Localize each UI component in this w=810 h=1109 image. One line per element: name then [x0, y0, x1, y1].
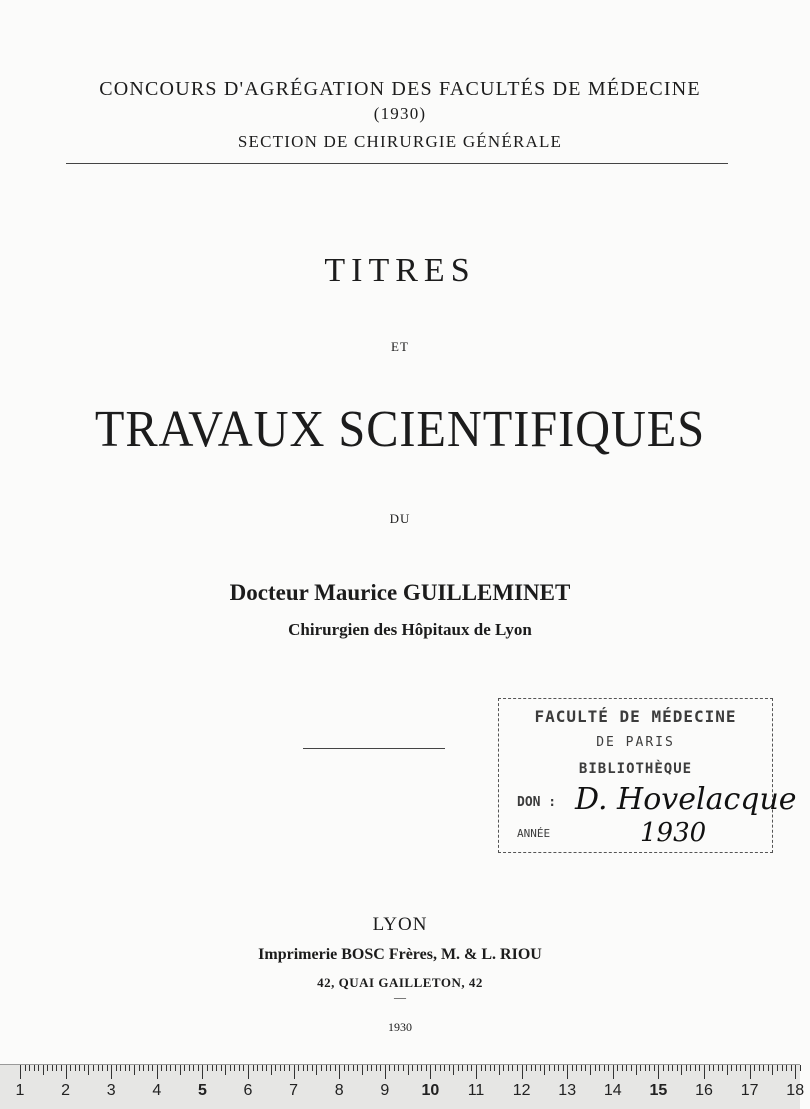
- ruler-tick: [695, 1065, 696, 1071]
- ruler-tick: [608, 1065, 609, 1071]
- ruler-tick: [718, 1065, 719, 1071]
- author-name: Docteur Maurice GUILLEMINET: [229, 580, 571, 605]
- ruler-tick: [421, 1065, 422, 1071]
- ruler-tick: [727, 1065, 728, 1075]
- ruler-tick: [654, 1065, 655, 1071]
- ruler-number: 16: [695, 1082, 713, 1099]
- ruler-tick: [631, 1065, 632, 1071]
- ruler-tick: [690, 1065, 691, 1071]
- ruler-tick: [207, 1065, 208, 1071]
- ruler-tick: [795, 1065, 796, 1079]
- ruler-tick: [549, 1065, 550, 1071]
- ruler-tick: [198, 1065, 199, 1071]
- ruler-tick: [403, 1065, 404, 1071]
- ruler-tick: [298, 1065, 299, 1071]
- ruler-number: 11: [467, 1082, 485, 1099]
- ruler-tick: [221, 1065, 222, 1071]
- ruler-tick: [116, 1065, 117, 1071]
- ruler-tick: [321, 1065, 322, 1071]
- stamp-line-faculty: FACULTÉ DE MÉDECINE: [534, 707, 737, 726]
- ruler-tick: [326, 1065, 327, 1071]
- ruler-tick: [462, 1065, 463, 1071]
- ruler-tick: [672, 1065, 673, 1071]
- ruler-tick: [120, 1065, 121, 1071]
- ruler-number: 9: [380, 1082, 390, 1099]
- ruler-tick: [681, 1065, 682, 1075]
- ruler-number: 7: [289, 1082, 299, 1099]
- ruler-tick: [29, 1065, 30, 1071]
- header-competition: CONCOURS D'AGRÉGATION DES FACULTÉS DE MÉDECINE: [99, 78, 701, 100]
- ruler-tick: [157, 1065, 158, 1079]
- ruler-tick: [599, 1065, 600, 1071]
- ruler-tick: [522, 1065, 523, 1079]
- ruler-tick: [722, 1065, 723, 1071]
- ruler-tick: [745, 1065, 746, 1071]
- ruler-tick: [307, 1065, 308, 1071]
- title-et: ET: [391, 339, 409, 354]
- ruler-tick: [376, 1065, 377, 1071]
- ruler-tick: [216, 1065, 217, 1071]
- ruler-tick: [759, 1065, 760, 1071]
- ruler-tick: [170, 1065, 171, 1071]
- ruler-tick: [56, 1065, 57, 1071]
- ruler-tick: [70, 1065, 71, 1071]
- ruler-tick: [93, 1065, 94, 1071]
- ruler-tick: [563, 1065, 564, 1071]
- ruler-tick: [348, 1065, 349, 1071]
- ruler-tick: [408, 1065, 409, 1075]
- ruler-tick: [175, 1065, 176, 1071]
- ruler-tick: [750, 1065, 751, 1079]
- ruler-tick: [111, 1065, 112, 1079]
- ruler-tick: [426, 1065, 427, 1071]
- ruler-number: 2: [61, 1082, 71, 1099]
- author-position: Chirurgien des Hôpitaux de Lyon: [288, 620, 532, 639]
- ruler-tick: [75, 1065, 76, 1071]
- ruler-tick: [38, 1065, 39, 1071]
- ruler-tick: [440, 1065, 441, 1071]
- ruler-tick: [43, 1065, 44, 1075]
- ruler-tick: [125, 1065, 126, 1071]
- ruler-tick: [622, 1065, 623, 1071]
- ruler-tick: [189, 1065, 190, 1071]
- ruler-tick: [417, 1065, 418, 1071]
- ruler-tick: [243, 1065, 244, 1071]
- library-stamp: [498, 698, 773, 853]
- ruler-tick: [467, 1065, 468, 1071]
- ruler-tick: [713, 1065, 714, 1071]
- ruler-tick: [303, 1065, 304, 1071]
- ruler-tick: [61, 1065, 62, 1071]
- ruler-tick: [508, 1065, 509, 1071]
- stamp-year-handwriting: 1930: [640, 818, 707, 848]
- ruler-tick: [294, 1065, 295, 1079]
- ruler-tick: [129, 1065, 130, 1071]
- ruler-tick: [535, 1065, 536, 1071]
- ruler-tick: [444, 1065, 445, 1071]
- header-section: SECTION DE CHIRURGIE GÉNÉRALE: [237, 132, 563, 151]
- ruler-tick: [248, 1065, 249, 1079]
- ruler-tick: [193, 1065, 194, 1071]
- ruler-tick: [88, 1065, 89, 1075]
- ruler-tick: [225, 1065, 226, 1075]
- ruler-tick: [357, 1065, 358, 1071]
- ruler-number: 15: [649, 1082, 668, 1099]
- ruler-tick: [640, 1065, 641, 1071]
- ruler-tick: [367, 1065, 368, 1071]
- ruler-tick: [102, 1065, 103, 1071]
- ruler-tick: [20, 1065, 21, 1079]
- ruler-tick: [517, 1065, 518, 1071]
- imprint-address: 42, QUAI GAILLETON, 42: [317, 975, 483, 990]
- ruler-tick: [394, 1065, 395, 1071]
- ruler-tick: [531, 1065, 532, 1071]
- ruler-tick: [98, 1065, 99, 1071]
- ruler-number: 12: [512, 1082, 531, 1099]
- ruler-tick: [234, 1065, 235, 1071]
- ruler-tick: [544, 1065, 545, 1075]
- ruler-tick: [567, 1065, 568, 1079]
- ruler-tick: [148, 1065, 149, 1071]
- ruler-tick: [339, 1065, 340, 1079]
- ruler-tick: [740, 1065, 741, 1071]
- imprint-printer: Imprimerie BOSC Frères, M. & L. RIOU: [258, 946, 542, 963]
- ruler-tick: [435, 1065, 436, 1071]
- separator-rule: [303, 748, 445, 749]
- ruler-tick: [554, 1065, 555, 1071]
- ruler-tick: [572, 1065, 573, 1071]
- ruler-tick: [79, 1065, 80, 1071]
- ruler-tick: [481, 1065, 482, 1071]
- ruler-tick: [663, 1065, 664, 1071]
- ruler-tick: [371, 1065, 372, 1071]
- ruler-tick: [289, 1065, 290, 1071]
- ruler-tick: [335, 1065, 336, 1071]
- ruler-tick: [139, 1065, 140, 1071]
- ruler-tick: [699, 1065, 700, 1071]
- ruler-tick: [777, 1065, 778, 1071]
- ruler-tick: [312, 1065, 313, 1071]
- ruler-tick: [266, 1065, 267, 1071]
- ruler-tick: [595, 1065, 596, 1071]
- ruler-tick: [458, 1065, 459, 1071]
- ruler-tick: [344, 1065, 345, 1071]
- header-year: (1930): [373, 104, 427, 123]
- ruler-number: 13: [558, 1082, 577, 1099]
- ruler-tick: [84, 1065, 85, 1071]
- ruler-tick: [271, 1065, 272, 1075]
- ruler-tick: [526, 1065, 527, 1071]
- ruler-tick: [704, 1065, 705, 1079]
- ruler-number: 18: [786, 1082, 805, 1099]
- ruler-tick: [239, 1065, 240, 1071]
- ruler-tick: [499, 1065, 500, 1075]
- ruler-tick: [772, 1065, 773, 1075]
- ruler-tick: [736, 1065, 737, 1071]
- ruler-tick: [540, 1065, 541, 1071]
- ruler-tick: [284, 1065, 285, 1071]
- imprint-year: 1930: [388, 1020, 412, 1034]
- ruler-number: 1: [15, 1082, 25, 1099]
- ruler-tick: [645, 1065, 646, 1071]
- ruler-tick: [316, 1065, 317, 1075]
- ruler-tick: [202, 1065, 203, 1079]
- ruler-tick: [686, 1065, 687, 1071]
- ruler-number: 3: [106, 1082, 116, 1099]
- ruler-number: 8: [334, 1082, 344, 1099]
- ruler-tick: [453, 1065, 454, 1075]
- ruler-tick: [34, 1065, 35, 1071]
- ruler-tick: [636, 1065, 637, 1075]
- ruler-tick: [25, 1065, 26, 1071]
- stamp-annee-label: ANNÉE: [517, 827, 551, 840]
- ruler-tick: [52, 1065, 53, 1071]
- imprint-dash: —: [394, 990, 406, 1004]
- ruler-tick: [754, 1065, 755, 1071]
- ruler-tick: [782, 1065, 783, 1071]
- stamp-line-library: BIBLIOTHÈQUE: [578, 761, 693, 777]
- ruler-tick: [362, 1065, 363, 1075]
- ruler-tick: [585, 1065, 586, 1071]
- ruler-tick: [230, 1065, 231, 1071]
- ruler-number: 14: [603, 1082, 622, 1099]
- measuring-ruler: [0, 1064, 805, 1109]
- ruler-tick: [658, 1065, 659, 1079]
- ruler-tick: [763, 1065, 764, 1071]
- ruler-tick: [47, 1065, 48, 1071]
- ruler-tick: [430, 1065, 431, 1079]
- ruler-tick: [476, 1065, 477, 1079]
- ruler-tick: [668, 1065, 669, 1071]
- ruler-tick: [709, 1065, 710, 1071]
- ruler-tick: [604, 1065, 605, 1071]
- ruler-tick: [471, 1065, 472, 1071]
- ruler-tick: [257, 1065, 258, 1071]
- header-rule: [66, 163, 728, 164]
- ruler-tick: [184, 1065, 185, 1071]
- ruler-tick: [791, 1065, 792, 1071]
- ruler-tick: [768, 1065, 769, 1071]
- ruler-tick: [262, 1065, 263, 1071]
- ruler-number: 4: [152, 1082, 162, 1099]
- ruler-tick: [152, 1065, 153, 1071]
- title-du: DU: [389, 511, 411, 526]
- ruler-tick: [494, 1065, 495, 1071]
- ruler-number: 10: [421, 1082, 440, 1099]
- ruler-tick: [280, 1065, 281, 1071]
- ruler-tick: [389, 1065, 390, 1071]
- ruler-tick: [485, 1065, 486, 1071]
- ruler-tick: [180, 1065, 181, 1075]
- ruler-tick: [617, 1065, 618, 1071]
- ruler-tick: [503, 1065, 504, 1071]
- ruler-tick: [800, 1065, 801, 1071]
- ruler-tick: [576, 1065, 577, 1071]
- ruler-tick: [490, 1065, 491, 1071]
- ruler-number: 5: [197, 1082, 207, 1099]
- ruler-tick: [626, 1065, 627, 1071]
- ruler-tick: [107, 1065, 108, 1071]
- ruler-tick: [613, 1065, 614, 1079]
- ruler-tick: [385, 1065, 386, 1079]
- ruler-tick: [253, 1065, 254, 1071]
- ruler-tick: [512, 1065, 513, 1071]
- ruler-tick: [412, 1065, 413, 1071]
- ruler-tick: [353, 1065, 354, 1071]
- ruler-tick: [590, 1065, 591, 1075]
- ruler-tick: [166, 1065, 167, 1071]
- ruler-tick: [161, 1065, 162, 1071]
- ruler-tick: [66, 1065, 67, 1079]
- ruler-tick: [212, 1065, 213, 1071]
- ruler-tick: [649, 1065, 650, 1071]
- ruler-tick: [731, 1065, 732, 1071]
- stamp-don-handwriting: D. Hovelacque: [575, 782, 797, 817]
- ruler-number: 6: [243, 1082, 253, 1099]
- ruler-tick: [143, 1065, 144, 1071]
- ruler-tick: [581, 1065, 582, 1071]
- ruler-tick: [449, 1065, 450, 1071]
- stamp-line-paris: DE PARIS: [596, 735, 675, 750]
- ruler-tick: [786, 1065, 787, 1071]
- ruler-tick: [558, 1065, 559, 1071]
- ruler-tick: [275, 1065, 276, 1071]
- ruler-tick: [134, 1065, 135, 1075]
- ruler-tick: [330, 1065, 331, 1071]
- ruler-tick: [380, 1065, 381, 1071]
- title-titres: TITRES: [324, 252, 476, 289]
- ruler-tick: [398, 1065, 399, 1071]
- title-travaux: TRAVAUX SCIENTIFIQUES: [94, 401, 706, 458]
- stamp-don-label: DON :: [517, 795, 557, 810]
- ruler-number: 17: [740, 1082, 759, 1099]
- ruler-tick: [677, 1065, 678, 1071]
- imprint-city: LYON: [372, 914, 428, 935]
